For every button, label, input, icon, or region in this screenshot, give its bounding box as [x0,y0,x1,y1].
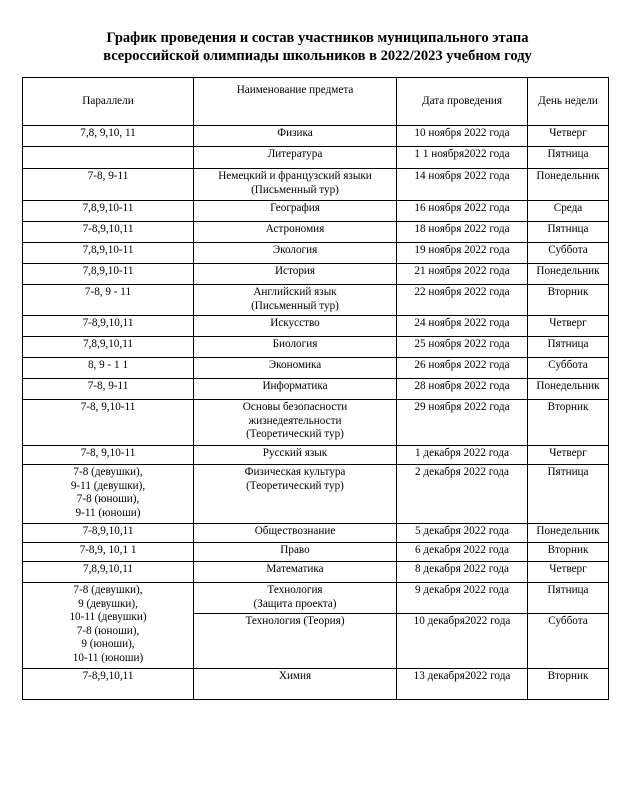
date-cell-line: 25 ноября 2022 года [414,338,510,350]
subject-cell-line: (Письменный тур) [251,183,339,196]
header-grades: Параллели [23,78,194,126]
table-row [23,169,609,201]
subject-cell [194,583,397,614]
subject-cell-line: Английский язык [253,286,337,298]
date-cell [397,524,528,543]
grades-cell-line: 7-8,9, 10,1 1 [79,544,137,556]
weekday-cell: Пятница [528,337,609,358]
table-row [23,243,609,264]
grades-cell-line: 7-8 (девушки), [73,466,143,478]
grades-cell [23,285,194,316]
date-cell [397,400,528,446]
weekday-cell: Вторник [528,400,609,446]
subject-cell-line: (Теоретический тур) [246,479,344,492]
grades-cell-line: 7-8,9,10,11 [82,525,134,537]
date-cell [397,465,528,524]
date-cell-line: 22 ноября 2022 года [414,286,510,298]
grades-cell [23,583,194,669]
table-row [23,562,609,583]
table-row [23,147,609,169]
weekday-cell: Четверг [528,316,609,337]
table-row [23,543,609,562]
date-cell-line: 2 декабря 2022 года [415,466,509,478]
subject-cell-line: Информатика [262,380,328,392]
header-date: Дата проведения [397,78,528,126]
date-cell [397,264,528,285]
subject-cell [194,285,397,316]
weekday-cell: Пятница [528,222,609,243]
grades-cell [23,337,194,358]
grades-cell-line: 9 (девушки), [78,597,138,610]
grades-cell [23,379,194,400]
grades-cell-line: 7,8,9,10-11 [82,202,134,214]
subject-cell [194,524,397,543]
subject-cell [194,400,397,446]
date-cell [397,243,528,264]
grades-cell [23,543,194,562]
date-cell [397,669,528,700]
weekday-cell: Среда [528,201,609,222]
schedule-table [22,77,609,700]
subject-cell-line: Математика [266,563,324,575]
weekday-cell: Пятница [528,583,609,614]
grades-cell-line: 9-11 (юноши) [75,506,141,519]
date-cell-line: 2022 года [464,615,511,627]
grades-cell-line: 7-8, 9-11 [87,380,129,392]
subject-cell [194,243,397,264]
weekday-cell: Суббота [528,243,609,264]
subject-cell [194,222,397,243]
subject-cell-line: Технология [267,584,323,596]
date-cell-line: 14 ноября 2022 года [414,170,510,182]
weekday-cell: Понедельник [528,169,609,201]
date-cell [397,446,528,465]
grades-cell [23,201,194,222]
date-cell-line: 16 ноября 2022 года [414,202,510,214]
subject-cell-line: История [274,265,316,277]
title-line-1: График проведения и состав участников муниципального этапа [106,30,529,46]
grades-cell [23,316,194,337]
weekday-cell: Пятница [528,147,609,169]
subject-cell-line: Физическая культура [244,466,346,478]
subject-cell [194,614,397,669]
grades-cell-line: 7-8, 9 - 11 [84,286,132,298]
grades-cell-line: 7-8, 9,10-11 [80,447,136,459]
subject-cell-line: Искусство [270,317,320,329]
table-row [23,285,609,316]
subject-cell-line: Экология [272,244,318,256]
table-row [23,264,609,285]
subject-cell [194,147,397,169]
grades-cell [23,126,194,147]
weekday-cell: Четверг [528,446,609,465]
grades-cell [23,243,194,264]
grades-cell [23,562,194,583]
grades-cell [23,446,194,465]
subject-cell [194,358,397,379]
grades-cell [23,147,194,169]
weekday-cell: Суббота [528,614,609,669]
date-cell-line: 1 декабря 2022 года [415,447,509,459]
subject-cell [194,337,397,358]
date-cell [397,169,528,201]
title-line-2: всероссийской олимпиады школьников в 2022/2023 учебном году [103,48,532,64]
subject-cell-line: Немецкий и французский языки [218,170,372,182]
subject-cell-line: жизнедеятельности [248,414,342,427]
date-cell [397,316,528,337]
grades-cell-line: 9 (юноши), [81,638,135,651]
header-subject: Наименование предмета [194,78,397,126]
subject-cell-line: Право [280,544,310,556]
grades-cell-line: 7-8, 9,10-11 [80,401,136,413]
grades-cell [23,524,194,543]
weekday-cell: Четверг [528,562,609,583]
table-row [23,524,609,543]
subject-cell [194,446,397,465]
subject-cell [194,562,397,583]
date-cell-line: 13 декабря [413,670,465,682]
subject-cell-line: География [270,202,320,214]
date-cell [397,543,528,562]
subject-cell [194,669,397,700]
date-cell [397,222,528,243]
grades-cell-line: 7-8 (юноши), [76,624,140,637]
grades-cell-line: 7-8,9,10,11 [82,670,134,682]
date-cell [397,562,528,583]
weekday-cell: Вторник [528,285,609,316]
subject-cell-line: Биология [272,338,318,350]
subject-cell-line: (Письменный тур) [251,299,339,312]
subject-cell-line: Обществознание [254,525,336,537]
date-cell [397,126,528,147]
table-row [23,583,609,614]
date-cell-line: 24 ноября 2022 года [414,317,510,329]
table-row [23,316,609,337]
date-cell-line: 29 ноября 2022 года [414,401,510,413]
subject-cell [194,316,397,337]
date-cell-line: 9 декабря 2022 года [415,584,509,596]
table-header-row [23,78,609,126]
subject-cell [194,169,397,201]
weekday-cell: Понедельник [528,379,609,400]
subject-cell [194,201,397,222]
weekday-cell: Суббота [528,358,609,379]
date-cell [397,201,528,222]
grades-cell-line: 7,8,9,10,11 [83,338,133,350]
grades-cell-line: 10-11 (юноши) [72,651,144,664]
grades-cell [23,465,194,524]
grades-cell-line: 9-11 (девушки), [70,479,146,492]
date-cell [397,583,528,614]
subject-cell-line: Основы безопасности [242,401,348,413]
date-cell-line: 18 ноября 2022 года [414,223,510,235]
grades-cell-line: 7-8,9,10,11 [82,223,134,235]
weekday-cell: Понедельник [528,524,609,543]
date-cell-line: 2022 года [464,148,510,160]
subject-cell-line: Литература [267,148,323,160]
weekday-cell: Четверг [528,126,609,147]
subject-cell-line: Физика [277,127,313,139]
subject-cell-line: Технология (Теория) [245,615,345,627]
grades-cell [23,264,194,285]
grades-cell-line: 8, 9 - 1 1 [87,359,129,371]
grades-cell-line: 7,8,9,10-11 [82,244,134,256]
subject-cell-line: Русский язык [262,447,328,459]
table-row [23,201,609,222]
date-cell [397,358,528,379]
grades-cell [23,669,194,700]
grades-cell [23,169,194,201]
table-row [23,400,609,446]
date-cell-line: 28 ноября 2022 года [414,380,510,392]
subject-cell-line: Химия [278,670,312,682]
subject-cell-line: Экономика [268,359,322,371]
date-cell-line: 5 декабря 2022 года [415,525,509,537]
table-row [23,126,609,147]
date-cell [397,614,528,669]
date-cell-line: 19 ноября 2022 года [414,244,510,256]
table-row [23,222,609,243]
subject-cell [194,126,397,147]
weekday-cell: Пятница [528,465,609,524]
date-cell [397,337,528,358]
table-row [23,358,609,379]
grades-cell-line: 7-8 (юноши), [76,493,140,506]
header-weekday: День недели [528,78,609,126]
subject-cell [194,379,397,400]
subject-cell-line: (Защита проекта) [253,597,337,610]
date-cell-line: 10 декабря [413,615,465,627]
grades-cell-line: 7-8, 9-11 [87,170,129,182]
weekday-cell: Вторник [528,669,609,700]
grades-cell-line: 7,8,9,10-11 [82,265,134,277]
subject-cell [194,264,397,285]
grades-cell [23,400,194,446]
date-cell [397,285,528,316]
grades-cell-line: 10-11 (девушки) [69,611,147,624]
subject-cell-line: (Теоретический тур) [246,428,344,441]
date-cell [397,379,528,400]
date-cell-line: 21 ноября 2022 года [414,265,510,277]
date-cell [397,147,528,169]
subject-cell [194,465,397,524]
table-row [23,379,609,400]
grades-cell [23,358,194,379]
grades-cell-line: 7-8 (девушки), [73,584,143,596]
table-row [23,669,609,700]
grades-cell-line: 7,8,9,10,11 [83,563,133,575]
subject-cell [194,543,397,562]
grades-cell-line: 7-8,9,10,11 [82,317,134,329]
subject-cell-line: Астрономия [265,223,325,235]
document-title [0,29,623,65]
date-cell-line: 26 ноября 2022 года [414,359,510,371]
weekday-cell: Вторник [528,543,609,562]
date-cell-line: 10 ноября 2022 года [414,127,510,139]
date-cell-line: 8 декабря 2022 года [415,563,509,575]
date-cell-line: 6 декабря 2022 года [415,544,509,556]
date-cell-line: 1 1 ноября [414,148,465,160]
table-row [23,446,609,465]
grades-cell-line: 7,8, 9,10, 11 [80,127,136,139]
date-cell-line: 2022 года [464,670,511,682]
weekday-cell: Понедельник [528,264,609,285]
grades-cell [23,222,194,243]
table-row [23,337,609,358]
table-row [23,465,609,524]
